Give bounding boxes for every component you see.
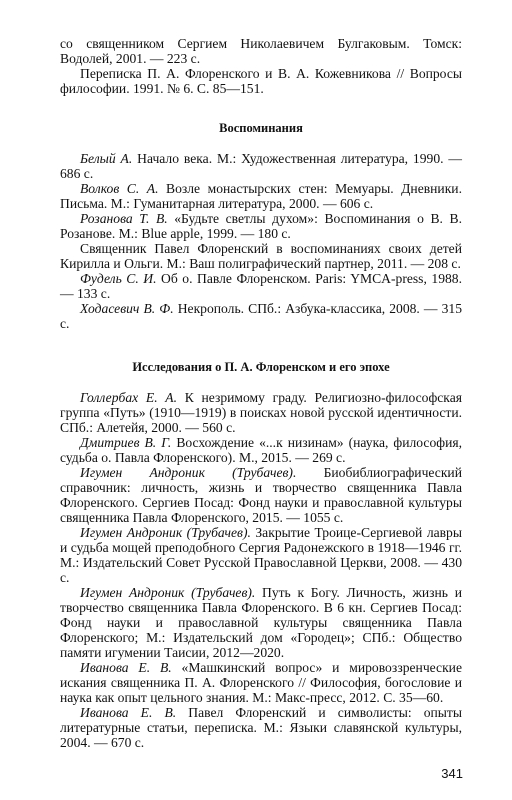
bibliography-entry [60, 585, 462, 660]
entry-text: Об о. Павле Флоренском. Paris: YMCA-press, 1988. — 133 с. [60, 271, 462, 301]
page-number: 341 [441, 766, 463, 781]
entry-author: Голлербах Е. А. [80, 390, 178, 405]
entry-text: Некрополь. СПб.: Азбука-классика, 2008. — 315 с. [60, 301, 462, 331]
entry-author: Дмитриев В. Г. [80, 435, 172, 450]
entry-text: К незримому граду. Религиозно-философская группа «Путь» (1910—1919) в поисках новой русской идентичности. СПб.: Алетейя, 2000. — 560 с. [60, 390, 462, 435]
bibliography-entry [60, 525, 462, 585]
bibliography-entry [60, 151, 462, 181]
bibliography-entry [60, 301, 462, 331]
bibliography-entry [60, 241, 462, 271]
entry-text: со священником Сергием Николаевичем Булгаковым. Томск: Водолей, 2001. — 223 с. [60, 36, 462, 66]
entry-text: Начало века. М.: Художественная литература, 1990. — 686 с. [60, 151, 463, 181]
entry-author: Белый А. [80, 151, 133, 166]
entry-author: Игумен Андроник (Трубачев). [80, 525, 251, 540]
bibliography-entry [60, 66, 462, 96]
entry-author: Иванова Е. В. [80, 705, 177, 720]
section-heading-research: Исследования о П. А. Флоренском и его эпохе [132, 360, 390, 374]
bibliography-entry [60, 660, 462, 705]
research-list [60, 390, 462, 750]
entry-text: Священник Павел Флоренский в воспоминаниях своих детей Кирилла и Ольги. М.: Ваш полиграфический партнер, 2011. — 208 с. [60, 241, 462, 271]
entry-author: Игумен Андроник (Трубачев). [80, 465, 297, 480]
bibliography-entry [60, 465, 462, 525]
bibliography-entry [60, 705, 462, 750]
entry-author: Игумен Андроник (Трубачев). [80, 585, 256, 600]
entry-text: Восхождение «...к низинам» (наука, философия, судьба о. Павла Флоренского). М., 2015. — 269 с. [60, 435, 462, 465]
entry-text: Закрытие Троице-Сергиевой лавры и судьба мощей преподобного Сергия Радонежского в 1918—1946 гг. М.: Издательский Совет Русской Православной Церкви, 2008. — 430 с. [60, 525, 462, 585]
bibliography-entry [60, 271, 462, 301]
entry-author: Розанова Т. В. [80, 211, 168, 226]
page-content [60, 36, 462, 750]
bibliography-entry [60, 390, 462, 435]
entry-author: Фудель С. И. [80, 271, 157, 286]
entry-text: Биобиблиографический справочник: личность, жизнь и творчество священника Павла Флоренского. Сергиев Посад: Фонд науки и православной культуры священника Павла Флоренского, 2015. — 1055 с. [60, 465, 462, 525]
memoirs-list [60, 151, 462, 331]
entry-author: Иванова Е. В. [80, 660, 172, 675]
entry-text: «Будьте светлы духом»: Воспоминания о В. В. Розанове. М.: Blue apple, 1999. — 180 с. [60, 211, 462, 241]
entry-author: Волков С. А. [80, 181, 159, 196]
bibliography-entry [60, 435, 462, 465]
entry-text: Возле монастырских стен: Мемуары. Дневники. Письма. М.: Гуманитарная литература, 2000. — 606 с. [60, 181, 462, 211]
entry-text: «Машкинский вопрос» и мировоззренческие искания священника П. А. Флоренского // Философия, богословие и наука как опыт цельного знания. М.: Макс-пресс, 2012. С. 35—60. [60, 660, 462, 705]
bibliography-entry [60, 211, 462, 241]
bibliography-entry [60, 36, 462, 66]
entry-text: Переписка П. А. Флоренского и В. А. Кожевникова // Вопросы философии. 1991. № 6. С. 85—151. [60, 66, 462, 96]
section-heading-memoirs: Воспоминания [219, 121, 303, 135]
bibliography-entry [60, 181, 462, 211]
continued-entries [60, 36, 462, 96]
entry-text: Путь к Богу. Личность, жизнь и творчество священника Павла Флоренского. В 6 кн. Сергиев Посад: Фонд науки и православной культуры священника Павла Флоренского; М.: Издательский дом «Городец»; СПб.: Общество памяти игумении Таисии, 2012—2020. [60, 585, 462, 660]
entry-author: Ходасевич В. Ф. [80, 301, 174, 316]
entry-text: Павел Флоренский и символисты: опыты литературные статьи, переписка. М.: Языки славянской культуры, 2004. — 670 с. [60, 705, 462, 750]
